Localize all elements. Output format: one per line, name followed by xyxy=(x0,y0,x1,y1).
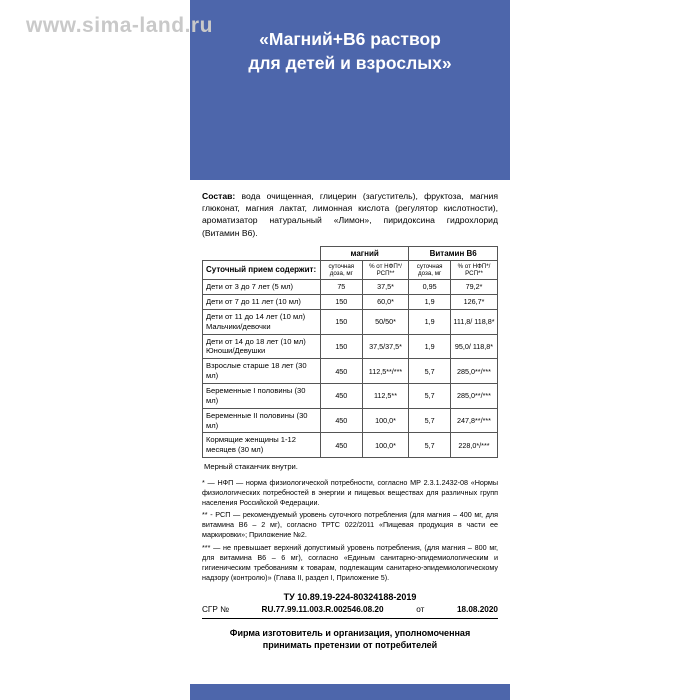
watermark: www.sima-land.ru xyxy=(26,14,213,37)
table-group-header-row xyxy=(203,246,498,260)
cell-mg-pct: 112,5** xyxy=(362,383,409,408)
cell-mg-dose: 150 xyxy=(321,309,363,334)
table-column-header-row xyxy=(203,260,498,279)
cell-mg-dose: 150 xyxy=(321,334,363,359)
cell-b6-pct: 285,0**/*** xyxy=(450,359,497,384)
divider xyxy=(202,618,498,619)
composition-label: Состав: xyxy=(202,191,236,201)
col-header-mg-dose: суточная доза, мг xyxy=(321,260,363,279)
cell-mg-dose: 150 xyxy=(321,294,363,309)
table-row xyxy=(203,280,498,295)
composition-block xyxy=(202,190,498,239)
footnote-3: *** — не превышает верхний допустимый уровень потребления, (для магния – 800 мг, для витамина В6 – 6 мг), согласно «Единым санитарно-эпидемиологическим и гигиеническим требованиям к товарам, подлежащим санитарно-эпидемиологическому надзору (контролю)» (Глава II, раздел I, Приложение 5). xyxy=(202,542,498,582)
sgr-line xyxy=(202,605,498,614)
table-row xyxy=(203,359,498,384)
cell-b6-dose: 5,7 xyxy=(409,408,451,433)
cell-b6-pct: 126,7* xyxy=(450,294,497,309)
sgr-number: RU.77.99.11.003.R.002546.08.20 xyxy=(261,604,384,614)
cell-b6-dose: 0,95 xyxy=(409,280,451,295)
cell-mg-pct: 37,5/37,5* xyxy=(362,334,409,359)
sgr-date: 18.08.2020 xyxy=(456,604,498,614)
table-row xyxy=(203,309,498,334)
cell-mg-dose: 75 xyxy=(321,280,363,295)
cell-mg-pct: 112,5**/*** xyxy=(362,359,409,384)
cell-mg-dose: 450 xyxy=(321,433,363,458)
row-label: Дети от 7 до 11 лет (10 мл) xyxy=(203,294,321,309)
col-header-b6-dose: суточная доза, мг xyxy=(409,260,451,279)
row-label: Беременные I половины (30 мл) xyxy=(203,383,321,408)
table-row xyxy=(203,294,498,309)
nutrients-table xyxy=(202,246,498,458)
manufacturer-block xyxy=(202,627,498,651)
row-label: Дети от 11 до 14 лет (10 мл) Мальчики/девочки xyxy=(203,309,321,334)
col-header-daily-intake: Суточный прием содержит: xyxy=(203,260,321,279)
cell-b6-dose: 1,9 xyxy=(409,309,451,334)
measuring-cup-note: Мерный стаканчик внутри. xyxy=(204,462,298,472)
row-label: Взрослые старше 18 лет (30 мл) xyxy=(203,359,321,384)
table-row xyxy=(203,334,498,359)
manufacturer-line1: Фирма изготовитель и организация, уполномоченная xyxy=(229,627,471,638)
cell-b6-dose: 5,7 xyxy=(409,433,451,458)
table-row xyxy=(203,408,498,433)
cell-mg-pct: 100,0* xyxy=(362,408,409,433)
footnote-2: ** - РСП — рекомендуемый уровень суточного потребления (для магния – 400 мг, для витамина В6 – 2 мг), согласно ТРТС 022/2011 «Пищевая продукция в части ее маркировки»; Приложение №2. xyxy=(202,510,498,540)
product-title xyxy=(190,28,510,75)
product-label xyxy=(190,0,510,700)
cell-mg-dose: 450 xyxy=(321,408,363,433)
group-header-magnesium: магний xyxy=(321,246,409,260)
table-row xyxy=(203,433,498,458)
manufacturer-line2: принимать претензии от потребителей xyxy=(262,640,438,651)
sgr-label: СГР № xyxy=(202,604,229,614)
footnote-1: * — НФП — норма физиологической потребности, согласно МР 2.3.1.2432-08 «Нормы физиологических потребностей в энергии и пищевых веществах для различных групп населения Российской Федерации. xyxy=(202,478,498,508)
tu-code: ТУ 10.89.19-224-80324188-2019 xyxy=(283,591,417,602)
product-title-line1: «Магний+В6 раствор xyxy=(259,29,441,49)
cell-b6-pct: 95,0/ 118,8* xyxy=(450,334,497,359)
cell-b6-dose: 5,7 xyxy=(409,359,451,384)
cell-b6-dose: 5,7 xyxy=(409,383,451,408)
cell-mg-pct: 37,5* xyxy=(362,280,409,295)
cell-b6-dose: 1,9 xyxy=(409,294,451,309)
cell-mg-pct: 50/50* xyxy=(362,309,409,334)
empty-corner-cell xyxy=(203,246,321,260)
row-label: Дети от 3 до 7 лет (5 мл) xyxy=(203,280,321,295)
label-header xyxy=(190,0,510,180)
row-label: Кормящие женщины 1-12 месяцев (30 мл) xyxy=(203,433,321,458)
cell-b6-pct: 79,2* xyxy=(450,280,497,295)
group-header-vitamin-b6: Витамин В6 xyxy=(409,246,498,260)
label-footer-bar xyxy=(190,684,510,700)
cell-mg-dose: 450 xyxy=(321,383,363,408)
composition-text: вода очищенная, глицерин (загуститель), фруктоза, магния глюконат, магния лактат, лимонная кислота (регулятор кислотности), ароматизатор натуральный «Лимон», пиридоксина гидрохлорид (Витамин В6). xyxy=(202,191,498,238)
cell-mg-pct: 60,0* xyxy=(362,294,409,309)
cell-mg-pct: 100,0* xyxy=(362,433,409,458)
cell-b6-pct: 228,0*/*** xyxy=(450,433,497,458)
cell-b6-pct: 111,8/ 118,8* xyxy=(450,309,497,334)
cell-b6-dose: 1,9 xyxy=(409,334,451,359)
col-header-b6-percent: % от НФП*/ РСП** xyxy=(450,260,497,279)
table-row xyxy=(203,383,498,408)
label-body xyxy=(190,180,510,651)
cell-b6-pct: 285,0**/*** xyxy=(450,383,497,408)
col-header-mg-percent: % от НФП*/ РСП** xyxy=(362,260,409,279)
cell-b6-pct: 247,8**/*** xyxy=(450,408,497,433)
product-title-line2: для детей и взрослых» xyxy=(248,52,452,73)
row-label: Беременные II половины (30 мл) xyxy=(203,408,321,433)
row-label: Дети от 14 до 18 лет (10 мл) Юноши/Девушки xyxy=(203,334,321,359)
sgr-from-label: от xyxy=(416,604,425,614)
cell-mg-dose: 450 xyxy=(321,359,363,384)
footnotes xyxy=(202,478,498,583)
